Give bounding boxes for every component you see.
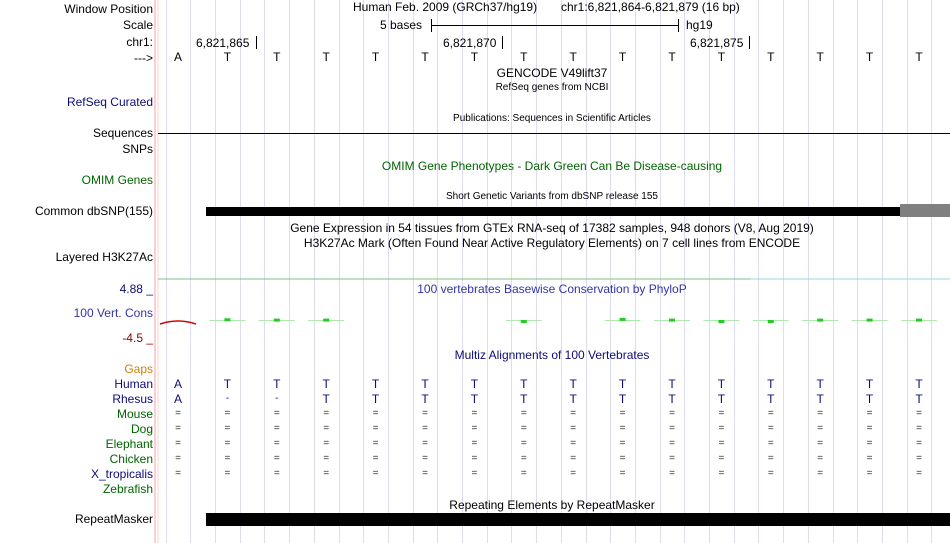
alignment-base: = <box>175 423 181 434</box>
alignment-base: = <box>273 453 280 464</box>
alignment-base: = <box>323 423 330 434</box>
alignment-base: T <box>668 392 676 406</box>
reference-base: T <box>668 50 676 64</box>
alignment-base: = <box>619 408 626 419</box>
alignment-base: = <box>718 453 725 464</box>
alignment-base: T <box>865 377 874 391</box>
repeatmasker-track-label[interactable]: RepeatMasker <box>74 512 153 526</box>
alignment-base: = <box>570 408 577 419</box>
alignment-base: = <box>619 468 626 479</box>
alignment-base: = <box>520 408 527 419</box>
reference-base: T <box>915 50 923 64</box>
alignment-base: T <box>470 392 479 406</box>
gaps-track-label[interactable]: Gaps <box>124 362 153 376</box>
alignment-base: T <box>569 377 577 391</box>
alignment-base: = <box>570 438 577 449</box>
refseq-track-label[interactable]: RefSeq Curated <box>66 95 153 109</box>
reference-base: T <box>816 50 824 64</box>
alignment-base: T <box>569 392 577 406</box>
reference-base: T <box>223 50 232 64</box>
alignment-base: = <box>718 408 725 419</box>
cons-max-label: 4.88 _ <box>119 282 153 296</box>
alignment-base: T <box>816 392 824 406</box>
alignment-base: = <box>866 438 873 449</box>
alignment-base: = <box>323 468 330 479</box>
reference-base: T <box>371 50 380 64</box>
alignment-base: = <box>175 438 181 449</box>
alignment-base: = <box>224 408 231 419</box>
alignment-base: = <box>817 468 824 479</box>
alignment-base: T <box>668 377 676 391</box>
alignment-base: = <box>273 468 280 479</box>
alignment-base: T <box>322 392 330 406</box>
alignment-base: = <box>767 423 774 434</box>
alignment-base: T <box>421 392 429 406</box>
alignment-base: = <box>175 408 181 419</box>
snps-track-label[interactable]: SNPs <box>122 142 153 156</box>
reference-base: T <box>421 50 429 64</box>
alignment-base: = <box>817 423 824 434</box>
alignment-base: T <box>717 377 726 391</box>
gtex-track-title: Gene Expression in 54 tissues from GTEx RNA-seq of 17382 samples, 948 donors (V8, Aug 2019) <box>290 221 814 235</box>
alignment-base: = <box>619 453 626 464</box>
species-label-chicken[interactable]: Chicken <box>109 452 153 466</box>
alignment-base: = <box>669 408 675 419</box>
assembly-title: Human Feb. 2009 (GRCh37/hg19) <box>353 0 538 14</box>
alignment-base: = <box>372 423 379 434</box>
alignment-base: = <box>767 408 774 419</box>
alignment-base: T <box>767 377 775 391</box>
alignment-base: = <box>224 468 231 479</box>
alignment-base: = <box>422 408 428 419</box>
alignment-base: A <box>173 377 183 391</box>
alignment-base: = <box>520 453 527 464</box>
alignment-base: = <box>471 468 478 479</box>
alignment-base: = <box>471 423 478 434</box>
alignment-base: = <box>916 423 922 434</box>
alignment-base: = <box>273 438 280 449</box>
alignment-base: T <box>618 392 627 406</box>
reference-base: T <box>865 50 874 64</box>
alignment-base: T <box>322 377 330 391</box>
alignment-base: T <box>421 377 429 391</box>
reference-base: T <box>322 50 330 64</box>
alignment-base: = <box>422 423 428 434</box>
alignment-base: = <box>471 438 478 449</box>
alignment-base: = <box>422 453 428 464</box>
alignment-base: T <box>767 392 775 406</box>
position-text: chr1:6,821,864-6,821,879 (16 bp) <box>561 0 740 14</box>
reference-base: T <box>717 50 726 64</box>
cons-min-label: -4.5 _ <box>122 331 153 345</box>
alignment-base: = <box>916 438 922 449</box>
species-label-elephant[interactable]: Elephant <box>105 437 153 451</box>
refseq-track-subtitle: RefSeq genes from NCBI <box>495 82 609 93</box>
alignment-base: = <box>422 468 428 479</box>
alignment-base: = <box>471 408 478 419</box>
reference-base: T <box>618 50 627 64</box>
alignment-base: = <box>422 438 428 449</box>
alignment-base: T <box>520 392 528 406</box>
coordinate-tick: 6,821,865 <box>196 36 250 50</box>
alignment-base: T <box>865 392 874 406</box>
alignment-base: = <box>520 438 527 449</box>
alignment-base: = <box>669 453 675 464</box>
alignment-base: = <box>323 438 330 449</box>
h3k27ac-track-label[interactable]: Layered H3K27Ac <box>55 250 153 264</box>
alignment-base: = <box>570 423 577 434</box>
multiz-track-title: Multiz Alignments of 100 Vertebrates <box>454 348 650 362</box>
alignment-base: = <box>718 468 725 479</box>
scale-label: Scale <box>122 18 153 32</box>
alignment-base: - <box>225 393 230 404</box>
window-position-label: Window Position <box>64 2 153 16</box>
scale-text: 5 bases <box>380 18 423 32</box>
alignment-base: = <box>916 453 922 464</box>
species-label-dog[interactable]: Dog <box>130 422 153 436</box>
scale-db: hg19 <box>686 18 713 32</box>
alignment-base: = <box>619 438 626 449</box>
alignment-base: = <box>520 423 527 434</box>
alignment-base: = <box>817 453 824 464</box>
reference-base: T <box>273 50 281 64</box>
alignment-base: = <box>273 408 280 419</box>
alignment-base: = <box>323 453 330 464</box>
alignment-base: = <box>323 408 330 419</box>
alignment-base: = <box>866 408 873 419</box>
alignment-base: = <box>817 408 824 419</box>
alignment-base: = <box>273 423 280 434</box>
alignment-base: = <box>619 423 626 434</box>
species-label-rhesus[interactable]: Rhesus <box>112 392 153 406</box>
alignment-base: = <box>372 453 379 464</box>
strand-label[interactable]: ---> <box>134 51 153 65</box>
species-label-mouse[interactable]: Mouse <box>116 407 153 421</box>
alignment-base: = <box>372 438 379 449</box>
alignment-base: T <box>816 377 824 391</box>
alignment-base: = <box>570 468 577 479</box>
alignment-base: = <box>175 468 181 479</box>
alignment-base: T <box>371 392 380 406</box>
omim-track-label[interactable]: OMIM Genes <box>81 173 153 187</box>
alignment-base: = <box>224 423 231 434</box>
alignment-base: = <box>372 468 379 479</box>
alignment-base: A <box>173 392 183 406</box>
alignment-base: T <box>915 377 923 391</box>
alignment-base: = <box>817 438 824 449</box>
coordinate-tick: 6,821,870 <box>443 36 497 50</box>
publications-track-title: Publications: Sequences in Scientific Articles <box>453 113 651 124</box>
alignment-base: = <box>669 423 675 434</box>
h3k27ac-track-title: H3K27Ac Mark (Often Found Near Active Regulatory Elements) on 7 cell lines from ENCODE <box>303 236 801 250</box>
alignment-base: T <box>273 377 281 391</box>
alignment-base: = <box>866 423 873 434</box>
cons-track-title: 100 vertebrates Basewise Conservation by PhyloP <box>417 282 687 296</box>
alignment-base: = <box>224 453 231 464</box>
reference-base: T <box>569 50 577 64</box>
species-label-x_tropicalis[interactable]: X_tropicalis <box>90 467 153 481</box>
alignment-base: = <box>224 438 231 449</box>
alignment-base: T <box>717 392 726 406</box>
alignment-base: = <box>669 438 675 449</box>
alignment-base: = <box>767 453 774 464</box>
alignment-base: = <box>669 468 675 479</box>
dbsnp-track-title: Short Genetic Variants from dbSNP release 155 <box>446 191 658 202</box>
alignment-base: = <box>916 468 922 479</box>
sequences-track-label[interactable]: Sequences <box>92 126 153 140</box>
alignment-base: = <box>520 468 527 479</box>
alignment-base: T <box>520 377 528 391</box>
species-label-zebrafish[interactable]: Zebrafish <box>102 482 153 496</box>
repeatmasker-track-title: Repeating Elements by RepeatMasker <box>449 498 655 512</box>
alignment-base: = <box>175 453 181 464</box>
coordinate-tick: 6,821,875 <box>690 36 744 50</box>
cons-track-label[interactable]: 100 Vert. Cons <box>73 306 153 320</box>
alignment-base: = <box>866 453 873 464</box>
alignment-base: T <box>915 392 923 406</box>
alignment-base: = <box>570 453 577 464</box>
alignment-base: = <box>718 438 725 449</box>
reference-base: T <box>767 50 775 64</box>
omim-track-title: OMIM Gene Phenotypes - Dark Green Can Be Disease-causing <box>381 159 723 173</box>
dbsnp-track-label[interactable]: Common dbSNP(155) <box>34 204 153 218</box>
alignment-base: = <box>471 453 478 464</box>
alignment-base: = <box>372 408 379 419</box>
alignment-base: T <box>223 377 232 391</box>
alignment-base: = <box>916 408 922 419</box>
alignment-base: = <box>767 438 774 449</box>
alignment-base: = <box>767 468 774 479</box>
reference-base: T <box>520 50 528 64</box>
species-label-human[interactable]: Human <box>114 377 153 391</box>
chrom-label: chr1: <box>126 35 153 49</box>
alignment-base: = <box>718 423 725 434</box>
alignment-base: - <box>275 393 279 404</box>
alignment-base: T <box>618 377 627 391</box>
gencode-track-title: GENCODE V49lift37 <box>496 66 608 80</box>
reference-base: A <box>173 50 183 64</box>
alignment-base: T <box>470 377 479 391</box>
reference-base: T <box>470 50 479 64</box>
alignment-base: T <box>371 377 380 391</box>
alignment-base: = <box>866 468 873 479</box>
